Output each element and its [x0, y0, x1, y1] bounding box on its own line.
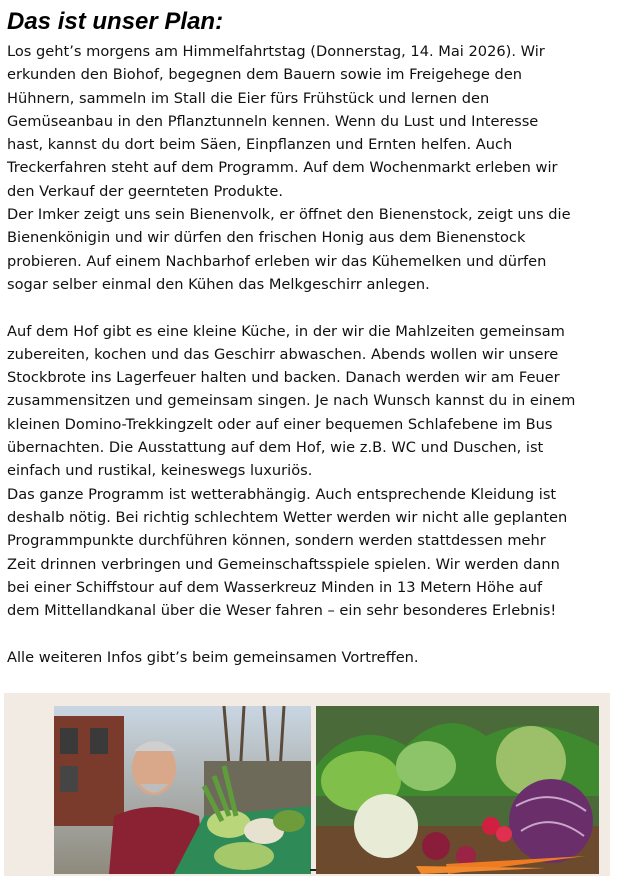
paragraph-gap	[7, 296, 612, 319]
text-line: Bienenkönigin und wir dürfen den frischen Honig aus dem Bienenstock	[7, 229, 526, 247]
text-line: erkunden den Biohof, begegnen dem Bauern sowie im Freigehege den	[7, 66, 523, 84]
text-line: zubereiten, kochen und das Geschirr abwaschen. Abends wollen wir unsere	[7, 345, 559, 363]
text-line: Treckerfahren steht auf dem Programm. Auf dem Wochenmarkt erleben wir	[7, 159, 558, 177]
text-line: den Verkauf der geernteten Produkte.	[7, 182, 283, 200]
body-text	[7, 40, 612, 669]
farmer-with-vegetables-photo	[54, 706, 311, 874]
vegetables-still-life-photo	[316, 706, 599, 874]
text-line: Gemüseanbau in den Pflanztunneln kennen. Wenn du Lust und Interesse	[7, 112, 539, 130]
text-line: kleinen Domino-Trekkingzelt oder auf einer bequemen Schlafebene im Bus	[7, 415, 553, 433]
photo-strip	[4, 693, 610, 876]
text-line: bei einer Schiffstour auf dem Wasserkreuz Minden in 13 Metern Höhe auf	[7, 578, 543, 596]
text-line: hast, kannst du dort beim Säen, Einpflanzen und Ernten helfen. Auch	[7, 136, 513, 154]
text-line: Stockbrote ins Lagerfeuer halten und backen. Danach werden wir am Feuer	[7, 369, 560, 387]
text-line: sogar selber einmal den Kühen das Melkgeschirr anlegen.	[7, 275, 430, 293]
text-line: deshalb nötig. Bei richtig schlechtem Wetter werden wir nicht alle geplanten	[7, 508, 568, 526]
text-line: Der Imker zeigt uns sein Bienenvolk, er öffnet den Bienenstock, zeigt uns die	[7, 206, 571, 224]
bottom-mark	[310, 869, 316, 871]
text-line: dem Mittellandkanal über die Weser fahren – ein sehr besonderes Erlebnis!	[7, 602, 557, 620]
text-line: Los geht’s morgens am Himmelfahrtstag (Donnerstag, 14. Mai 2026). Wir	[7, 43, 545, 60]
paragraph-gap	[7, 622, 612, 645]
text-line: probieren. Auf einem Nachbarhof erleben wir das Kühemelken und dürfen	[7, 252, 547, 270]
text-line: Auf dem Hof gibt es eine kleine Küche, in der wir die Mahlzeiten gemeinsam	[7, 322, 565, 340]
text-line: einfach und rustikal, keineswegs luxuriös.	[7, 462, 313, 480]
text-line: Zeit drinnen verbringen und Gemeinschaftsspiele spielen. Wir werden dann	[7, 555, 560, 573]
text-line: Das ganze Programm ist wetterabhängig. Auch entsprechende Kleidung ist	[7, 485, 557, 503]
text-line: Programmpunkte durchführen können, sondern werden stattdessen mehr	[7, 532, 546, 550]
text-line: übernachten. Die Ausstattung auf dem Hof, wie z.B. WC und Duschen, ist	[7, 439, 544, 457]
text-line: zusammensitzen und gemeinsam singen. Je nach Wunsch kannst du in einem	[7, 392, 576, 410]
page-title: Das ist unser Plan:	[7, 8, 224, 35]
text-line: Alle weiteren Infos gibt’s beim gemeinsamen Vortreffen.	[7, 648, 419, 666]
text-line: Hühnern, sammeln im Stall die Eier fürs Frühstück und lernen den	[7, 89, 490, 107]
